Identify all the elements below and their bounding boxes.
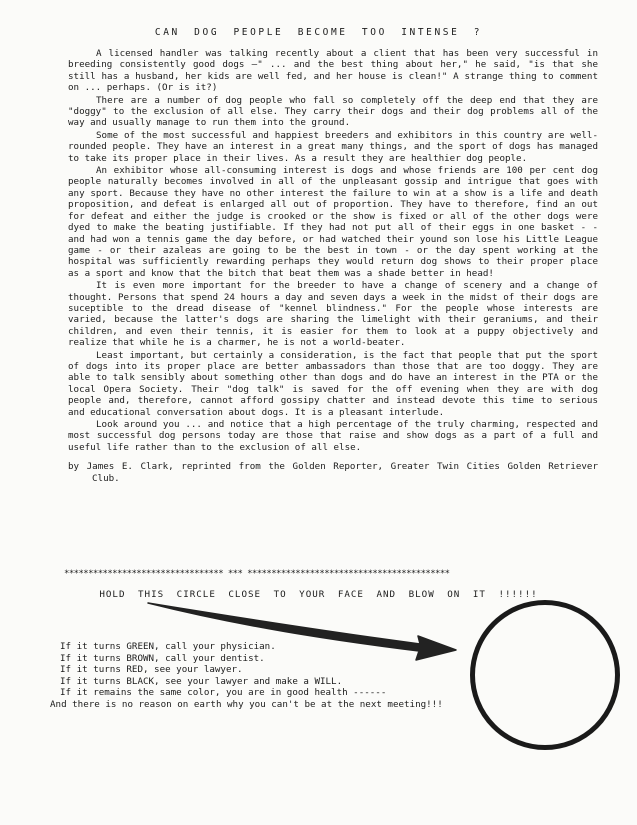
- circle-instruction: HOLD THIS CIRCLE CLOSE TO YOUR FACE AND BLOW ON IT !!!!!!: [99, 589, 538, 600]
- warning-line: If it turns BROWN, call your dentist.: [60, 652, 265, 664]
- paragraph: Look around you ... and notice that a high percentage of the truly charming, respected and most successful dog persons today are those that raise and show dogs as a part of a full and useful life rather than to the exclusion of all else.: [68, 419, 598, 453]
- warning-line: If it turns BLACK, see your lawyer and make a WILL.: [60, 675, 343, 687]
- paragraph: Least important, but certainly a consideration, is the fact that people that put the sport of dogs into its proper place are better ambassadors than those that are too doggy. They are able to talk sensibly about something other than dogs and do have an interest in the PTA or the local Opera Society. Their "dog talk" is saved for the off evening when they are with dog people and, therefore, cannot afford gossipy chatter and instead devote this time to serious and educational conversation about dogs. It is a pleasant interlude.: [68, 349, 598, 418]
- paragraph: An exhibitor whose all-consuming interest is dogs and whose friends are 100 per cent dog people naturally becomes involved in all of the unpleasant gossip and intrigue that goes with any sport. Because they have no other interest the failure to win at a show is a life and death proposition, and defeat is enlarged all out of proportion. They have to therefore, find an out for defeat and either the judge is crooked or the show is fixed or all of the other dogs were dyed to make the beating justifiable. If they had not put all of their eggs in one basket - - and had won a tennis game the day before, or had watched their yound son lose his Little League game - or their azaleas are going to be the best in town - or the day spent working at the hospital was sufficiently rewarding perhaps they would return dog shows to their proper place as a sport and know that the bitch that beat them was a shade better in head!: [68, 165, 598, 279]
- asterisk-divider: ********************************* *** ******************************************: [64, 569, 450, 579]
- warnings-list: [50, 641, 470, 711]
- closing-line: And there is no reason on earth why you can't be at the next meeting!!!: [50, 698, 443, 710]
- article-title: CAN DOG PEOPLE BECOME TOO INTENSE ?: [154, 27, 483, 38]
- paragraph: It is even more important for the breeder to have a change of scenery and a change of thought. Persons that spend 24 hours a day and seven days a week in the midst of their dogs are suceptible to the dread disease of "kennel blindness." For the people whose interests are varied, because the latter's dogs are sharing the limelight with their geraniums, and their children, and even their tennis, it is easier for them to look at a puppy objectively and realize that while he is a charmer, he is not a world-beater.: [68, 280, 598, 349]
- blow-circle: [470, 600, 620, 750]
- paragraph: A licensed handler was talking recently about a client that has been very successful in breeding consistently good dogs —" ... and the best thing about her," he said, "is that she still has a husband, her kids are well fed, and her house is clean!" A strange thing to comment on ... perhaps. (Or is it?): [68, 48, 598, 94]
- paragraph: Some of the most successful and happiest breeders and exhibitors in this country are well-rounded people. They have an interest in a great many things, and the sport of dogs has managed to take its proper place in their lives. As a result they are healthier dog people.: [68, 129, 598, 164]
- byline: by James E. Clark, reprinted from the Golden Reporter, Greater Twin Cities Golden Retriever Club.: [68, 461, 598, 484]
- warning-line: If it remains the same color, you are in good health ------: [60, 687, 387, 699]
- warning-line: If it turns RED, see your lawyer.: [60, 664, 243, 676]
- warning-line: If it turns GREEN, call your physician.: [60, 641, 276, 652]
- paragraph: There are a number of dog people who fall so completely off the deep end that they are "doggy" to the exclusion of all else. They carry their dogs and their dog problems all of the way and usually manage to run them into the ground.: [68, 94, 598, 129]
